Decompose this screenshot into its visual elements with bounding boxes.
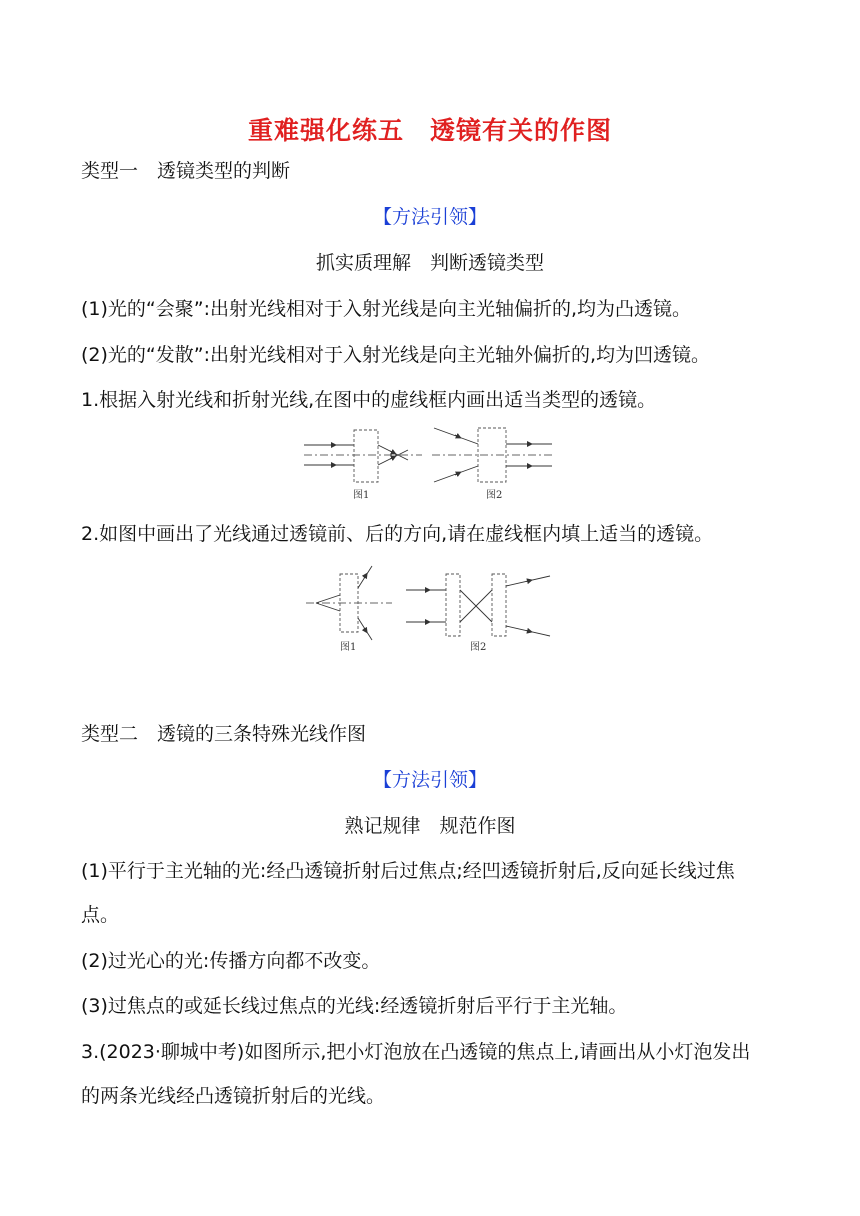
method-subtitle: 抓实质理解 判断透镜类型: [315, 252, 544, 274]
q1-fig2-label: 图2: [486, 490, 503, 501]
dashed-box[interactable]: [492, 574, 506, 636]
section-heading-type2: 类型二 透镜的三条特殊光线作图: [81, 723, 367, 745]
rule-1-line-2: 点。: [81, 904, 120, 926]
dashed-box[interactable]: [354, 430, 378, 482]
rule-3: (3)过焦点的或延长线过焦点的光线:经透镜折射后平行于主光轴。: [81, 995, 628, 1017]
method-subtitle-2: 熟记规律 规范作图: [344, 815, 516, 837]
method-label: 【方法引领】: [372, 206, 487, 228]
rule-2: (2)过光心的光:传播方向都不改变。: [81, 950, 381, 972]
question-3-line-1: 3.(2023·聊城中考)如图所示,把小灯泡放在凸透镜的焦点上,请画出从小灯泡发出: [81, 1041, 751, 1063]
q1-fig1-label: 图1: [353, 490, 370, 501]
dashed-box[interactable]: [446, 574, 460, 636]
rule-converge: (1)光的“会聚”:出射光线相对于入射光线是向主光轴偏折的,均为凸透镜。: [81, 298, 692, 320]
rule-diverge: (2)光的“发散”:出射光线相对于入射光线是向主光轴外偏折的,均为凹透镜。: [81, 344, 711, 366]
q2-figure-1: [306, 566, 392, 653]
q2-fig2-label: 图2: [470, 642, 487, 653]
rule-1-line-1: (1)平行于主光轴的光:经凸透镜折射后过焦点;经凹透镜折射后,反向延长线过焦: [81, 860, 735, 882]
page-title: 重难强化练五 透镜有关的作图: [247, 116, 612, 145]
method-label-2: 【方法引领】: [372, 769, 487, 791]
q1-figure-1: [304, 430, 422, 501]
question-2-text: 2.如图中画出了光线通过透镜前、后的方向,请在虚线框内填上适当的透镜。: [81, 523, 714, 545]
q1-figure-2: [432, 428, 552, 501]
question-2-figures: [300, 562, 560, 658]
question-1-figures: [300, 424, 560, 504]
question-3-line-2: 的两条光线经凸透镜折射后的光线。: [81, 1085, 386, 1107]
q2-fig1-label: 图1: [340, 642, 357, 653]
q2-figure-2: [406, 574, 550, 653]
question-1-text: 1.根据入射光线和折射光线,在图中的虚线框内画出适当类型的透镜。: [81, 389, 657, 411]
section-heading-type1: 类型一 透镜类型的判断: [81, 160, 291, 182]
